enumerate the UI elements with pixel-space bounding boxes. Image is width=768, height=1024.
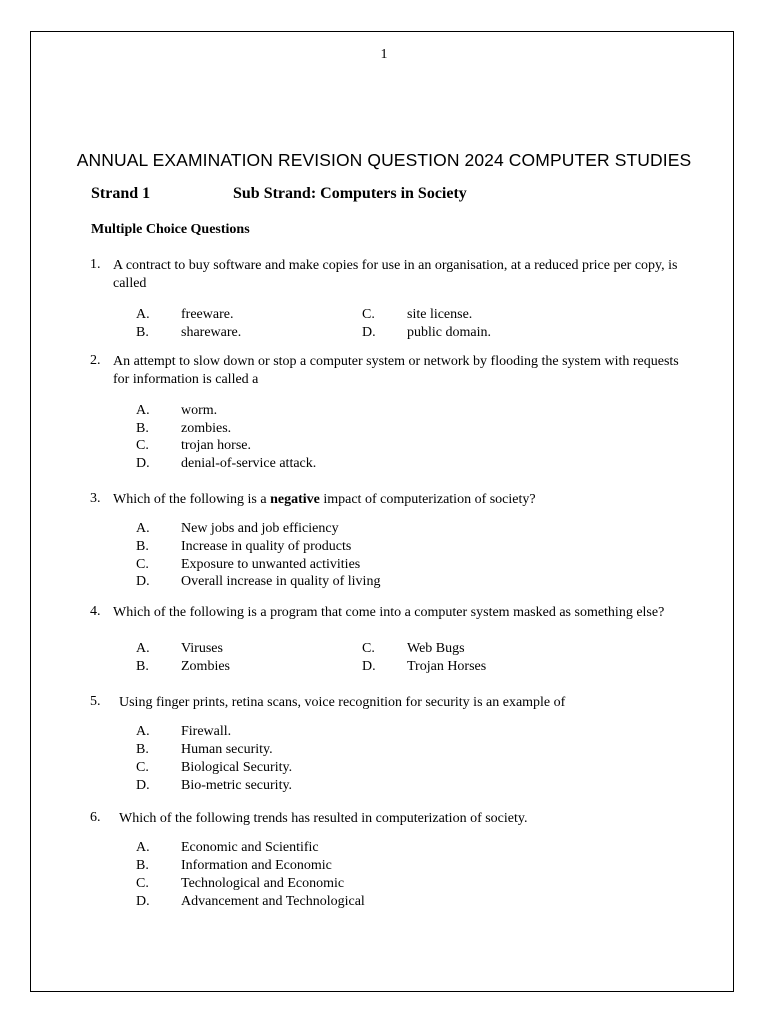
option-text: Firewall. (181, 724, 232, 739)
question-number: 6. (90, 810, 101, 825)
option-letter: D. (136, 456, 150, 471)
option-text: Overall increase in quality of living (181, 574, 381, 589)
question-text: An attempt to slow down or stop a computer system or network by flooding the system with requests for information is called a (113, 354, 679, 387)
option-text: shareware. (181, 325, 242, 340)
option-letter: B. (136, 742, 149, 757)
question-number: 2. (90, 353, 101, 368)
option-letter: A. (136, 724, 150, 739)
option-letter: B. (136, 858, 149, 873)
option-letter: B. (136, 325, 149, 340)
question-text-after: impact of computerization of society? (319, 492, 536, 507)
option-text: worm. (181, 403, 218, 418)
option-text: freeware. (181, 307, 234, 322)
option-letter: A. (136, 307, 150, 322)
option-text: public domain. (407, 325, 491, 340)
option-text: Trojan Horses (407, 659, 487, 674)
option-letter: B. (136, 659, 149, 674)
option-text: New jobs and job efficiency (181, 521, 339, 536)
option-letter: C. (136, 557, 149, 572)
strand-label: Strand 1 (91, 185, 151, 202)
question-number: 3. (90, 491, 101, 506)
sub-strand-label: Sub Strand: Computers in Society (233, 185, 467, 202)
option-letter: C. (136, 760, 149, 775)
question-text-before: Which of the following is a (113, 492, 271, 507)
option-letter: C. (362, 641, 375, 656)
document-title: ANNUAL EXAMINATION REVISION QUESTION 2024 COMPUTER STUDIES (76, 150, 692, 170)
option-text: Human security. (181, 742, 273, 757)
option-text: Biological Security. (181, 760, 293, 775)
option-letter: C. (136, 438, 149, 453)
option-letter: D. (136, 574, 150, 589)
option-text: Viruses (181, 641, 223, 656)
option-letter: A. (136, 840, 150, 855)
option-text: Economic and Scientific (181, 840, 319, 855)
option-letter: A. (136, 641, 150, 656)
option-text: Zombies (181, 659, 230, 674)
option-letter: D. (136, 894, 150, 909)
option-text: Information and Economic (181, 858, 332, 873)
section-heading: Multiple Choice Questions (91, 222, 250, 237)
option-text: Bio-metric security. (181, 778, 293, 793)
option-text: Exposure to unwanted activities (181, 557, 361, 572)
option-text: site license. (407, 307, 473, 322)
question-text: A contract to buy software and make copies for use in an organisation, at a reduced price per copy, is called (113, 258, 678, 291)
question-text: Which of the following is a program that come into a computer system masked as something else? (113, 605, 665, 620)
option-letter: A. (136, 403, 150, 418)
option-letter: B. (136, 421, 149, 436)
question-number: 5. (90, 694, 101, 709)
option-text: Technological and Economic (181, 876, 345, 891)
option-letter: C. (136, 876, 149, 891)
option-text: denial-of-service attack. (181, 456, 317, 471)
question-text: Which of the following trends has resulted in computerization of society. (119, 811, 528, 826)
option-letter: D. (362, 325, 376, 340)
option-text: Advancement and Technological (181, 894, 365, 909)
question-text: Using finger prints, retina scans, voice recognition for security is an example of (119, 695, 566, 710)
question-number: 4. (90, 604, 101, 619)
option-text: Web Bugs (407, 641, 465, 656)
option-letter: D. (136, 778, 150, 793)
option-letter: B. (136, 539, 149, 554)
option-letter: C. (362, 307, 375, 322)
option-text: zombies. (181, 421, 232, 436)
option-letter: A. (136, 521, 150, 536)
option-text: trojan horse. (181, 438, 251, 453)
question-text (113, 491, 683, 509)
option-text: Increase in quality of products (181, 539, 352, 554)
question-number: 1. (90, 257, 101, 272)
question-text-emphasis: negative (270, 492, 320, 507)
option-letter: D. (362, 659, 376, 674)
page-number: 1 (380, 47, 388, 62)
